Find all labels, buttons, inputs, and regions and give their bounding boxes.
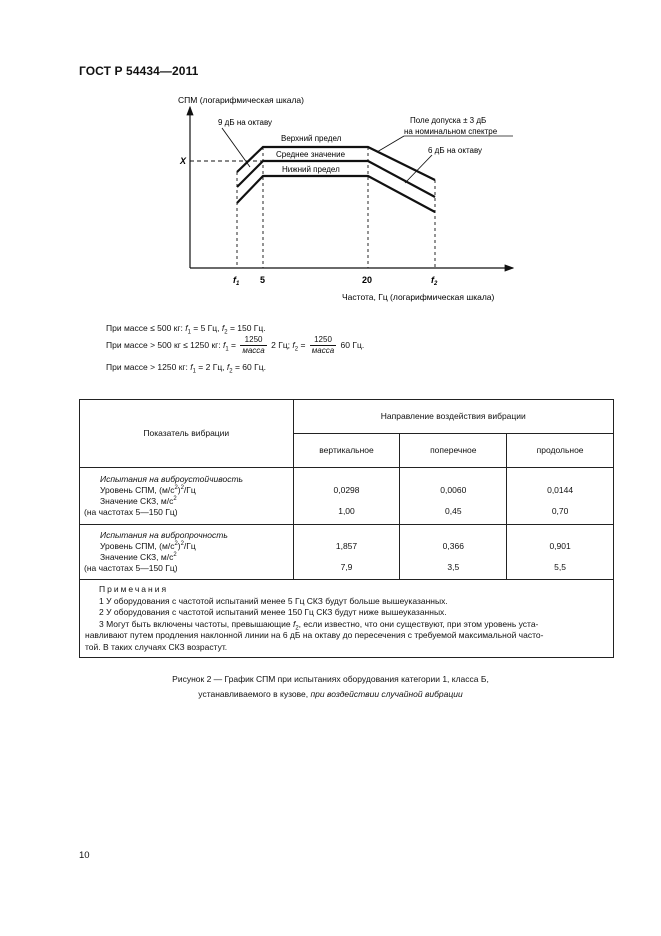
group1-transverse: 0,0060 0,45 bbox=[400, 468, 507, 525]
y-axis-label: СПМ (логарифмическая шкала) bbox=[178, 95, 304, 105]
lower-limit-label: Нижний предел bbox=[282, 165, 340, 174]
notes-title: Примечания bbox=[99, 584, 169, 594]
upper-limit-label: Верхний предел bbox=[281, 134, 342, 143]
table-row bbox=[80, 580, 614, 658]
six-db-leader bbox=[405, 155, 432, 183]
f1-tick: $f_1$ bbox=[233, 275, 240, 287]
five-tick: 5 bbox=[260, 275, 266, 285]
nine-db-label: 9 дБ на октаву bbox=[218, 118, 273, 127]
group1-spm-label: Уровень СПМ, $(м/с^2)^2/Гц$ bbox=[100, 485, 196, 495]
note-2: 2 У оборудования с частотой испытаний менее 150 Гц СКЗ будут ниже вышеуказанных. bbox=[99, 607, 447, 617]
tolerance-label-2: на номинальном спектре bbox=[404, 127, 498, 136]
spm-figure bbox=[0, 0, 661, 320]
header-longitudinal: продольное bbox=[507, 434, 614, 468]
table-row bbox=[80, 525, 614, 580]
group1-longitudinal: 0,0144 0,70 bbox=[507, 468, 614, 525]
group2-title: Испытания на вибропрочность bbox=[100, 530, 228, 540]
group2-longitudinal: 0,901 5,5 bbox=[507, 525, 614, 580]
caption-line-2: устанавливаемого в кузове, при воздействии случайной вибрации bbox=[198, 689, 463, 699]
page-number: 10 bbox=[79, 850, 90, 861]
six-db-label: 6 дБ на октаву bbox=[428, 146, 483, 155]
note-3: 3 Могут быть включены частоты, превышающие $f_2$, если известно, что они существуют, при этом уровень уста- bbox=[99, 618, 539, 632]
document-header: ГОСТ Р 54434—2011 bbox=[79, 64, 199, 78]
header-vertical: вертикальное bbox=[293, 434, 400, 468]
figure-caption bbox=[0, 672, 661, 702]
notes-cell bbox=[80, 580, 614, 658]
group2-params bbox=[80, 525, 294, 580]
note-1: 1 У оборудования с частотой испытаний менее 5 Гц СКЗ будут больше вышеуказанных. bbox=[99, 595, 448, 606]
header-direction: Направление воздействия вибрации bbox=[293, 400, 613, 434]
formula-line-1: При массе ≤ 500 кг: $f_1 = 5$ Гц, $f_2 = 150$ Гц. bbox=[106, 323, 266, 336]
formula-line-2: При массе > 500 кг ≤ 1250 кг: $f_1$ = $\frac{1250}{\text{масса}}$ 2 Гц; $f_2$ = $\frac{1250}{\text{масса}}$ 60 Гц. bbox=[106, 335, 365, 355]
header-transverse: поперечное bbox=[400, 434, 507, 468]
group1-skz-label: Значение СКЗ, $м/с^2$ bbox=[100, 496, 177, 506]
group1-params bbox=[80, 468, 294, 525]
tolerance-label-1: Поле допуска ± 3 дБ bbox=[410, 116, 487, 125]
tolerance-leader bbox=[377, 136, 404, 152]
group2-skz-label: Значение СКЗ, $м/с^2$ bbox=[100, 552, 177, 562]
group2-vertical: 1,857 7,9 bbox=[293, 525, 400, 580]
table-row bbox=[80, 468, 614, 525]
header-param: Показатель вибрации bbox=[80, 400, 294, 468]
x-axis-label: Частота, Гц (логарифмическая шкала) bbox=[342, 292, 495, 302]
group2-spm-label: Уровень СПМ, $(м/с^2)^2/Гц$ bbox=[100, 541, 196, 551]
vibration-table bbox=[79, 399, 614, 658]
caption-line-1: Рисунок 2 — График СПМ при испытаниях оборудования категории 1, класса Б, bbox=[172, 674, 489, 684]
group1-vertical: 0,0298 1,00 bbox=[293, 468, 400, 525]
twenty-tick: 20 bbox=[362, 275, 373, 285]
fraction-2: $\frac{1250}{\text{масса}}$ bbox=[311, 335, 335, 355]
group2-range: (на частотах 5—150 Гц) bbox=[84, 563, 178, 573]
fraction-1: $\frac{1250}{\text{масса}}$ bbox=[242, 335, 265, 355]
f2-tick: $f_2$ bbox=[431, 275, 438, 287]
mean-label: Среднее значение bbox=[276, 150, 346, 159]
note-3-end: той. В таких случаях СКЗ возрастут. bbox=[85, 641, 228, 652]
group2-transverse: 0,366 3,5 bbox=[400, 525, 507, 580]
note-3-cont: навливают путем продления наклонной линии на 6 дБ на октаву до пересечения с требуемой максимальной часто- bbox=[85, 630, 544, 640]
x-marker: X bbox=[180, 156, 187, 166]
group1-range: (на частотах 5—150 Гц) bbox=[84, 507, 178, 517]
formula-line-3: При массе > 1250 кг: $f_1 = 2$ Гц, $f_2 = 60$ Гц. bbox=[106, 362, 266, 375]
group1-title: Испытания на виброустойчивость bbox=[100, 474, 244, 484]
